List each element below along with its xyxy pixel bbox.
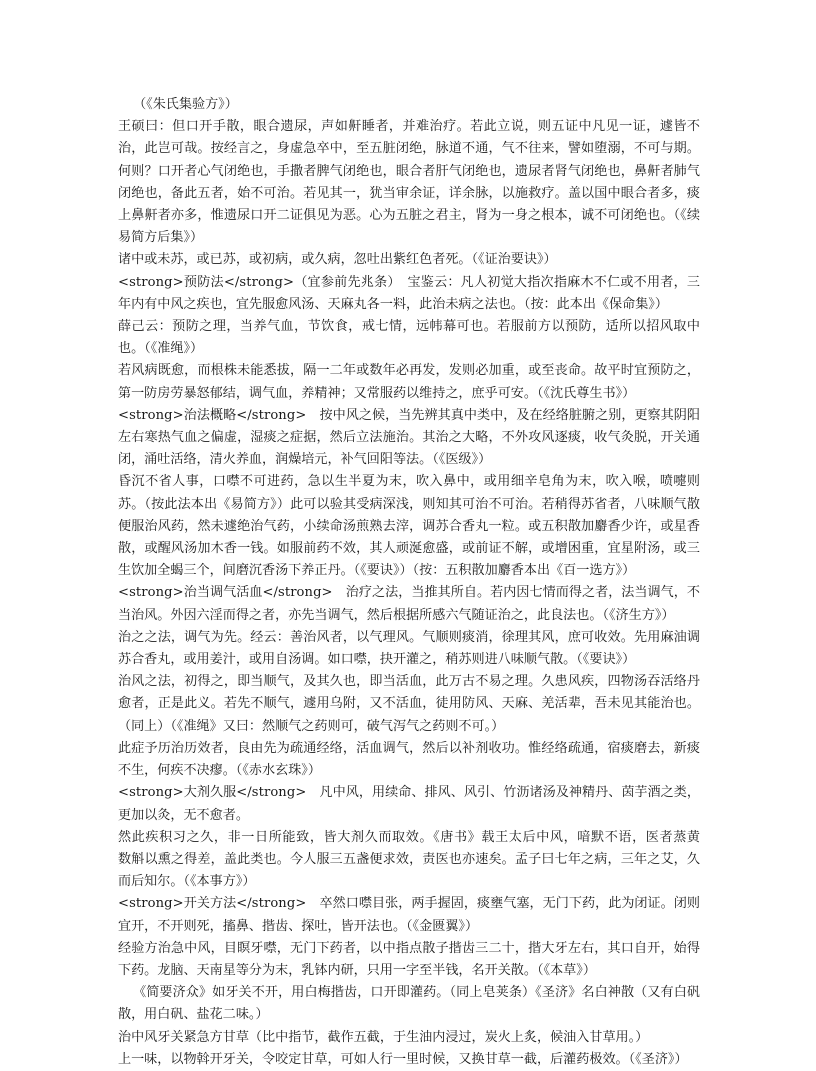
section-heading: 治当调气活血: [183, 585, 263, 601]
paragraph-text: 昏沉不省人事，口噤不可进药，急以生半夏为末，吹入鼻中，或用细辛皂角为末，吹入喉，喷嚏则苏。（按此法本出《易简方》）此可以验其受病深浅，则知其可治不可治。若稍得苏省者，八味顺气散便服治风药，然未遽绝治气药，小续命汤煎熟去滓，调苏合香丸一粒。或五积散加麝香少许，或星香散，或醒风汤加木香一钱。如服前药不效，其人顽涎愈盛，或前证不解，或增困重，宜星附汤，或三生饮加全蝎三个，间磨沉香汤下养正丹。（《要诀》）（按：五积散加麝香本出《百一选方》）: [118, 474, 700, 579]
paragraph: [118, 116, 700, 249]
paragraph-text: 诸中或未苏，或已苏，或初病，或久病，忽吐出紫红色者死。（《证治要诀》）: [118, 252, 557, 268]
paragraph: [118, 405, 700, 472]
paragraph: [118, 249, 700, 271]
literal-strong-close-tag: </strong>: [262, 585, 333, 601]
paragraph: [118, 582, 700, 626]
paragraph-text: 然此疾积习之久，非一日所能致，皆大剂久而取效。《唐书》载王太后中风，喑默不语，医者蒸黄 数斛以熏之得差，盖此类也。今人服三五盏便求效，责医也亦速矣。孟子曰七年之病，三年之艾，久而后知尔。（《本事方》）: [118, 829, 714, 890]
paragraph-text: 按中风之候，当先辨其真中类中，及在经络脏腑之别，更察其阴阳左右寒热气血之偏虚，湿痰之症据，然后立法施治。其治之大略，不外攻风逐痰，收气灸脱，开关通闭，涌吐活络，清火养血，润燥培元，补气回阳等法。（《医级》）: [118, 407, 701, 468]
paragraph-text: 治风之法，初得之，即当顺气，及其久也，即当活血，此万古不易之理。久患风疾，四物汤吞活络丹愈者，正是此义。若先不顺气，遽用乌附，又不活血，徒用防风、天麻、羌活辈，吾未见其能治也。（同上）（《准绳》又曰：然顺气之药则可，破气泻气之药则不可。）: [118, 674, 700, 734]
section-heading: 开关方法: [183, 896, 237, 912]
paragraph-text: （宜参前先兆条） 宝鉴云：凡人初觉大指次指麻木不仁或不用者，三年内有中风之疾也，宜先服愈风汤、天麻丸各一料，此治未病之法也。（按：此本出《保命集》）: [118, 274, 701, 312]
paragraph: [118, 94, 700, 116]
paragraph-text: （《朱氏集验方》）: [133, 97, 238, 112]
paragraph-text: 治之之法，调气为先。经云：善治风者，以气理风。气顺则痰消，徐理其风，庶可收效。先用麻油调苏合香丸，或用姜汁，或用自汤调。如口噤，抉开灌之，稍苏则进八味顺气散。（《要诀》）: [118, 629, 700, 668]
literal-strong-open-tag: <strong>: [118, 274, 184, 290]
document-text-body: [118, 94, 714, 1071]
paragraph-text: 薛己云：预防之理，当养气血，节饮食，戒七情，远帏幕可也。若服前方以预防，适所以招风取中也。（《准绳》）: [118, 319, 700, 357]
paragraph: [118, 471, 700, 582]
paragraph-text: 上一味，以物斡开牙关，令咬定甘草，可如人行一里时候，又换甘草一截，后灌药极效。（《圣济》）: [118, 1051, 688, 1067]
section-heading: 治法概略: [183, 407, 237, 423]
literal-strong-open-tag: <strong>: [118, 896, 184, 912]
paragraph-text: 若风病既愈，而根株未能悉拔，隔一二年或数年必再发，发则必加重，或至丧命。故平时宜预防之，第一防房劳暴怒郁结，调气血，养精神；又常服药以维持之，庶乎可安。（《沈氏尊生书》）: [118, 363, 700, 401]
paragraph-text: 此症予历治历效者，良由先为疏通经络，活血调气，然后以补剂收功。惟经络疏通，宿痰磨去，新痰不生，何疾不决瘳。（《赤水玄珠》）: [118, 740, 700, 779]
paragraph: [118, 272, 700, 316]
paragraph: [118, 360, 700, 404]
paragraph: [118, 827, 714, 894]
paragraph-text: 治中风牙关紧急方甘草（比中指节，截作五截，于生油内浸过，炭火上炙，候油入甘草用。）: [118, 1029, 649, 1045]
section-heading: 预防法: [183, 274, 224, 290]
literal-strong-open-tag: <strong>: [118, 785, 184, 801]
paragraph: [118, 982, 700, 1026]
paragraph-text: 治疗之法，当推其所自。若内因七情而得之者，法当调气，不当治风。外因六淫而得之者，亦先当调气，然后根据所感六气随证治之，此良法也。（《济生方》）: [118, 585, 701, 623]
literal-strong-close-tag: </strong>: [236, 896, 307, 912]
paragraph-text: 卒然口噤目张，两手握固，痰壅气塞，无门下药，此为闭证。闭则宜开，不开则死，搐鼻、揩齿、探吐，皆开法也。（《金匮翼》）: [118, 896, 701, 934]
paragraph: [118, 782, 700, 826]
literal-strong-open-tag: <strong>: [118, 407, 184, 423]
paragraph: [118, 738, 700, 782]
literal-strong-close-tag: </strong>: [236, 785, 307, 801]
literal-strong-open-tag: <strong>: [118, 585, 184, 601]
paragraph: [118, 671, 700, 738]
paragraph: [118, 316, 700, 360]
paragraph: [118, 1049, 700, 1071]
paragraph: [118, 938, 700, 982]
paragraph-text: 经验方治急中风，目瞑牙噤，无门下药者，以中指点散子揩齿三二十，揩大牙左右，其口自开，始得下药。龙脑、天南星等分为末，乳钵内研，只用一字至半钱，名开关散。（《本草》）: [118, 940, 700, 978]
paragraph: [118, 893, 700, 937]
paragraph-text: 《简要济众》如牙关不开，用白梅揩齿，口开即灌药。（同上皂荚条）《圣济》名白神散（又有白矾散，用白矾、盐花二味。）: [118, 985, 700, 1023]
paragraph-text: 王硕曰：但口开手散，眼合遗尿，声如鼾睡者，并难治疗。若此立说，则五证中凡见一证，遽皆不治，此岂可哉。按经言之，身虚急卒中，至五脏闭绝，脉道不通，气不往来，譬如堕溺，不可与期。何则？口开者心气闭绝也，手撒者脾气闭绝也，眼合者肝气闭绝也，遗尿者肾气闭绝也，鼻鼾者肺气闭绝也，备此五者，始不可治。若见其一，犹当审余证，详余脉，以施救疗。盖以国中眼合者多，痰上鼻鼾者亦多，惟遗尿口开二证俱见为恶。心为五脏之君主，肾为一身之根本，诚不可闭绝也。（《续易简方后集》）: [118, 119, 700, 246]
section-heading: 大剂久服: [183, 785, 237, 801]
literal-strong-close-tag: </strong>: [223, 274, 295, 290]
literal-strong-close-tag: </strong>: [236, 407, 307, 423]
paragraph: [118, 627, 700, 671]
paragraph-text: 凡中风，用续命、排风、风引、竹沥诸汤及神精丹、茵芋酒之类，更加以灸，无不愈者。: [118, 785, 701, 823]
paragraph: [118, 1027, 700, 1049]
